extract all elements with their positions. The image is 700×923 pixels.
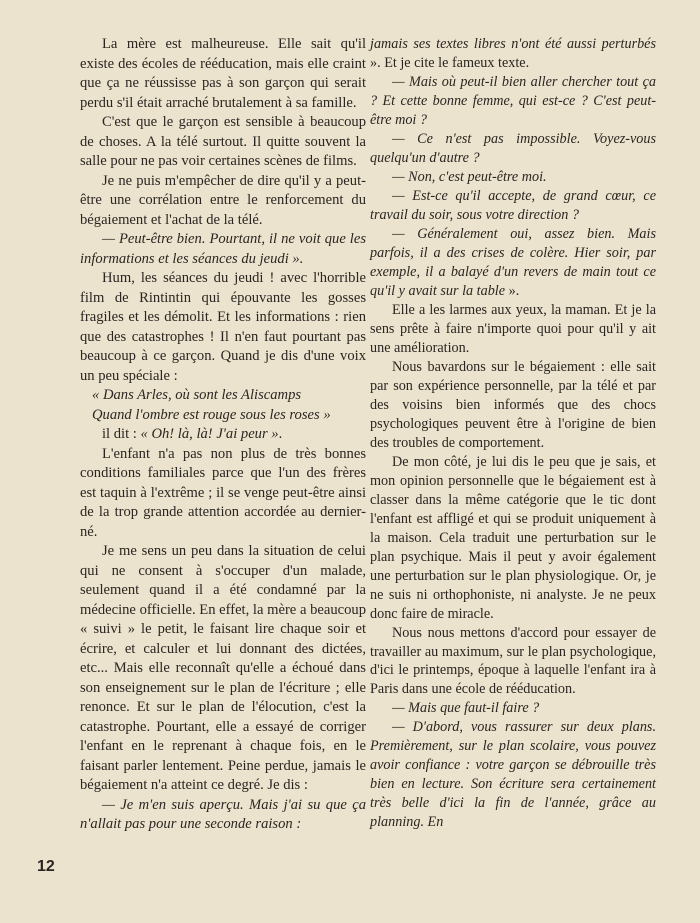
italic-run: — Généralement oui, assez bien. Mais parfois, il a des crises de colère. Hier soir, par exemple, il a balayé d'un revers de main tout ce qu'il y avait sur la table [370, 225, 656, 299]
paragraph: C'est que le garçon est sensible à beaucoup de choses. A la télé surtout. Il quitte souvent la salle pour ne pas voir certaines scènes de films. [80, 114, 366, 169]
paragraph: Elle a les larmes aux yeux, la maman. Et je la sens prête à faire n'importe quoi pour qu'il y ait une amélioration. [370, 301, 656, 356]
paragraph: La mère est malheureuse. Elle sait qu'il existe des écoles de rééducation, mais elle craint que ça ne réussisse pas à son garçon qui serait perdu s'il était arraché brutalement à sa famille. [80, 36, 366, 111]
italic-run: « Oh! là, là! J'ai peur » [140, 426, 279, 442]
paragraph: — Mais que faut-il faire ? [392, 700, 540, 717]
paragraph [370, 225, 656, 301]
page-number: 12 [37, 858, 55, 875]
verse-line: « Dans Arles, où sont les Aliscamps [92, 387, 302, 403]
paragraph [80, 425, 366, 445]
paragraph: Je ne puis m'empêcher de dire qu'il y a peut-être une corrélation entre le renforcement du bégaiement et l'achat de la télé. [80, 172, 366, 228]
italic-run: jamais ses textes libres n'ont été aussi perturbés [370, 36, 656, 52]
text-run: il dit : [102, 426, 141, 442]
paragraph [370, 35, 656, 73]
paragraph: Nous bavardons sur le bégaiement : elle sait par son expérience personnelle, par la télé et par des voisins bien informés que des chocs psychologiques peuvent être à l'origine de bien des troubles de comportement. [370, 358, 656, 451]
paragraph: — Ce n'est pas impossible. Voyez-vous quelqu'un d'autre ? [370, 130, 656, 166]
paragraph: Je me sens un peu dans la situation de celui qui ne consent à s'occuper d'un malade, seulement quand il a été condamné par la médecine officielle. En effet, la mère a beaucoup « suivi » le petit, le faisant lire chaque soir et écrire, et calculer et lui donnant des dictées, etc... Mais elle reconnaît qu'elle a échoué dans son enseignement sur le plan de l'écriture ; elle renonce. Et sur le plan de l'élocution, c'est la catastrophe. Pourtant, elle a essayé de corriger l'enfant en le reprenant à chaque fois, en le faisant parler lentement. Peine perdue, jamais le bégaiement n'a atteint ce degré. Je dis : [80, 543, 366, 793]
paragraph: — Peut-être bien. Pourtant, il ne voit que les informations et les séances du jeudi ». [80, 231, 366, 267]
text-run: . [278, 426, 283, 442]
paragraph: De mon côté, je lui dis le peu que je sais, et mon opinion personnelle que le bégaiement est à classer dans la même catégorie que le tic dont l'enfant est affligé et qui se produit uniquement à la maison. Cela traduit une perturbation sur le plan psychique. Mais il peut y avoir également une perturbation sur le plan physiologique. Or, je ne suis ni orthophoniste, ni analyste. Je ne peux donc faire de miracle. [370, 453, 656, 622]
paragraph: Nous nous mettons d'accord pour essayer de travailler au maximum, sur le plan psychologique, d'ici le printemps, époque à laquelle l'enfant ira à Paris dans une école de rééducation. [370, 624, 656, 698]
right-text-column [370, 35, 656, 832]
paragraph: Hum, les séances du jeudi ! avec l'horrible film de Rintintin qui épouvante les gosses fragiles et les démolit. Et les informations : rien que des catastrophes ! Il n'en faut pourtant pas beaucoup à ce garçon. Quand je dis d'une voix un peu spéciale : [80, 270, 366, 384]
paragraph: L'enfant n'a pas non plus de très bonnes conditions familiales parce que l'un des frères est taquin à l'extrême ; il se venge peut-être ainsi de la trop grande attention accordée au dernier-né. [80, 445, 366, 540]
left-text-column [80, 35, 366, 835]
paragraph: — Je m'en suis aperçu. Mais j'ai su que ça n'allait pas pour une seconde raison : [80, 796, 366, 832]
paragraph: — Non, c'est peut-être moi. [392, 168, 547, 185]
paragraph: — Est-ce qu'il accepte, de grand cœur, ce travail du soir, sous votre direction ? [370, 187, 656, 223]
text-run: ». [505, 282, 520, 299]
paragraph: — D'abord, vous rassurer sur deux plans. Premièrement, sur le plan scolaire, vous pouvez avoir confiance : votre garçon se débrouille très bien en lecture. Son écriture sera certainement très belle d'ici la fin de l'année, grâce au planning. En [370, 719, 656, 831]
verse-line: Quand l'ombre est rouge sous les roses » [92, 406, 331, 423]
text-run: ». Et je cite le fameux texte. [370, 54, 530, 71]
paragraph: — Mais où peut-il bien aller chercher tout ça ? Et cette bonne femme, qui est-ce ? C'est peut-être moi ? [370, 73, 656, 128]
